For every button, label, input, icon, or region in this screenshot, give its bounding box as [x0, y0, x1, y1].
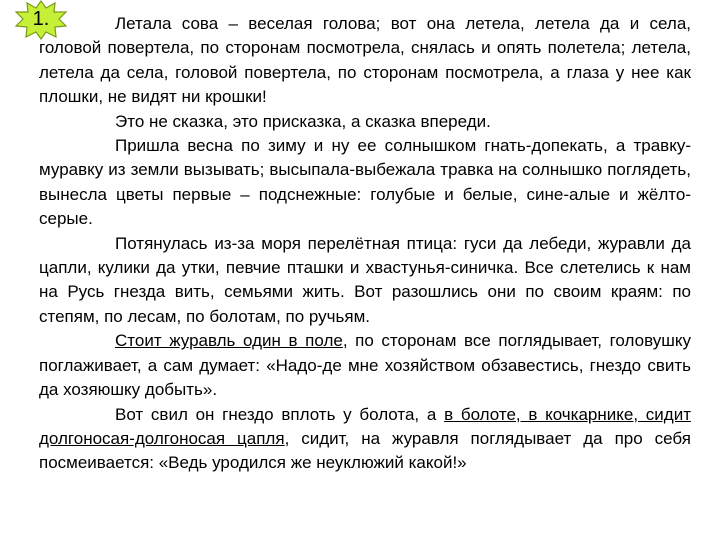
text-segment: Потянулась из-за моря перелётная птица: гуси да лебеди, журавли да цапли, кулики да утки, певчие пташки и хвастунья-синичка. Все слетелись к нам на Русь гнезда вить, семьями жить. Вот разошлись они по своим краям: по степям, по лесам, по болотам, по ручьям.: [39, 233, 691, 326]
text-segment: Летала сова – веселая голова; вот она летела, летела да и села, головой повертела, по сторонам посмотрела, снялась и опять полетела; летела, летела да села, головой повертела, по сторонам посмотрела, а глаза у нее как плошки, не видят ни крошки!: [39, 14, 691, 107]
paragraph: [39, 232, 691, 330]
story-text: [39, 12, 691, 476]
paragraph: [39, 329, 691, 402]
text-segment: Вот свил он гнездо вплоть у болота, а: [115, 404, 445, 424]
paragraph: [39, 12, 691, 110]
underlined-phrase: в болоте, в кочкарнике, сидит долгоносая-долгоносая цапля: [39, 404, 691, 448]
text-segment: , сидит, на журавля поглядывает да про себя посмеивается: «Ведь уродился же неуклюжий какой!»: [39, 428, 691, 473]
paragraph: [39, 110, 691, 134]
text-segment: Пришла весна по зиму и ну ее солнышком гнать-допекать, а травку-муравку из земли вызывать; высыпала-выбежала травка на солнышко поглядеть, вынесла цветы первые – подснежные: голубые и белые, сине-алые и жёлто-серые.: [39, 136, 691, 229]
text-segment: , по сторонам все поглядывает, головушку поглаживает, а сам думает: «Надо-де мне хозяйством обзавестись, гнездо свить да хозяюшку добыть».: [39, 331, 691, 400]
paragraph: [39, 134, 691, 232]
slide-number: 1.: [32, 8, 50, 30]
text-segment: Это не сказка, это присказка, а сказка впереди.: [115, 111, 491, 131]
underlined-phrase: Стоит журавль один в поле: [115, 331, 343, 351]
paragraph: [39, 403, 691, 476]
